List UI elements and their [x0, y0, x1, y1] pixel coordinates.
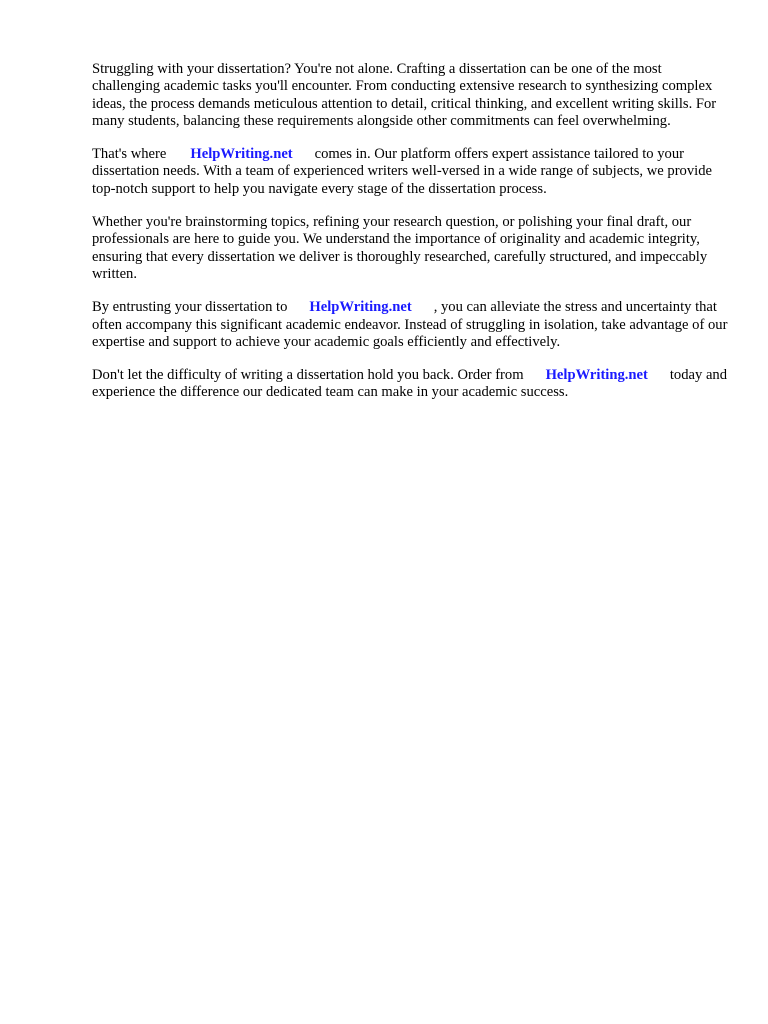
- document-body: [92, 61, 732, 418]
- guidance-paragraph: Whether you're brainstorming topics, refining your research question, or polishing your final draft, our professionals are here to guide you. We understand the importance of originality and academic integrity, ensuring that every dissertation we deliver is thoroughly researched, carefully structured, and impeccably written.: [92, 214, 708, 282]
- entrusting-paragraph-body: , you can alleviate the stress and uncertainty that often accompany this significant academic endeavor. Instead of struggling in isolation, take advantage of our expertise and support to achieve your academic goals efficiently and effectively.: [92, 299, 728, 350]
- closing-paragraph-body: today and experience the difference our dedicated team can make in your academic success.: [92, 367, 728, 401]
- entrusting-paragraph: [92, 299, 732, 351]
- platform-paragraph: [92, 146, 732, 198]
- platform-paragraph-body: comes in. Our platform offers expert assistance tailored to your dissertation needs. With a team of experienced writers well-versed in a wide range of subjects, we provide top-notch support to help you navigate every stage of the dissertation process.: [92, 146, 712, 197]
- helpwriting-link-2[interactable]: HelpWriting.net: [309, 299, 412, 316]
- entrusting-paragraph-lead: By entrusting your dissertation to: [92, 299, 288, 316]
- intro-paragraph: Struggling with your dissertation? You're not alone. Crafting a dissertation can be one of the most challenging academic tasks you'll encounter. From conducting extensive research to synthesizing complex ideas, the process demands meticulous attention to detail, critical thinking, and excellent writing skills. For many students, balancing these requirements alongside other commitments can feel overwhelming.: [92, 61, 717, 129]
- helpwriting-link-3[interactable]: HelpWriting.net: [545, 367, 648, 384]
- platform-paragraph-lead: That's where: [92, 146, 167, 163]
- closing-paragraph-lead: Don't let the difficulty of writing a dissertation hold you back. Order from: [92, 367, 524, 384]
- helpwriting-link-1[interactable]: HelpWriting.net: [190, 146, 293, 163]
- closing-paragraph: [92, 367, 732, 402]
